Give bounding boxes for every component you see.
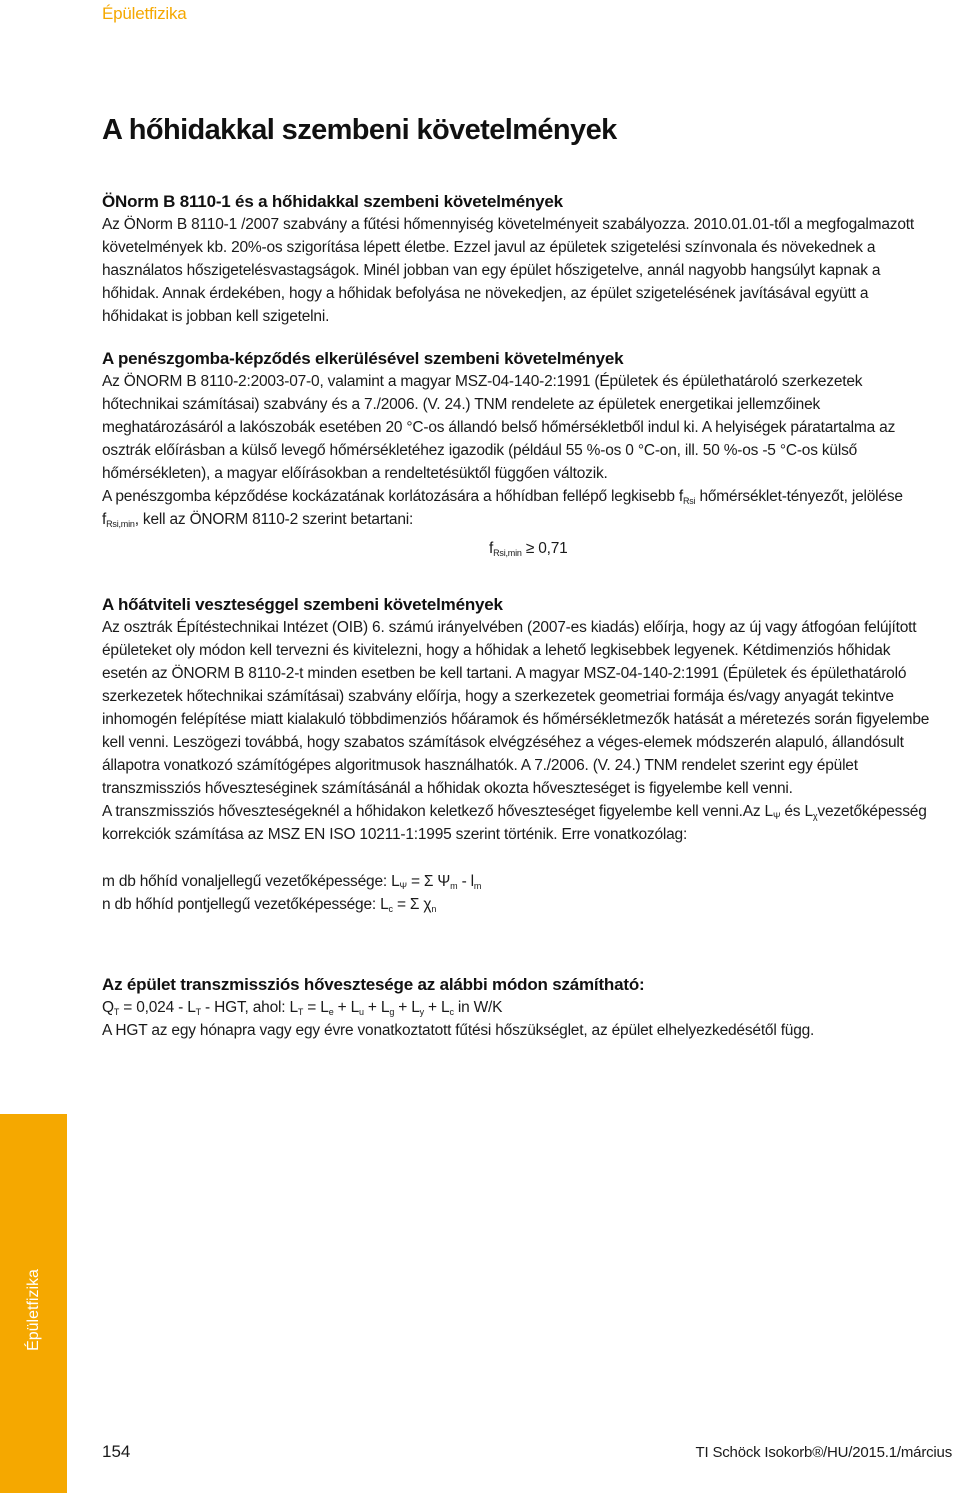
section-paragraph: Az osztrák Építéstechnikai Intézet (OIB) 6. számú irányelvében (2007-es kiadás) előírja, hogy az új vagy átfogóan felújított épületeket oly módon kell tervezni és kivitelezni, hogy a hőhidak a lehető legkisebbek legyenek. Kétdimenziós hőhidak esetén az ÖNORM B 8110-2-t minden esetben be kell tartani. A magyar MSZ-04-140-2:1991 (Épületek és épülethatároló szerkezetek hőtechnikai számításai) szabvány előírja, hogy a szerkezetek geometriai formája és/vagy anyagát tekintve inhomogén felépítése miatt kialakuló többdimenziós hőáramok és hőmérsékletmezők hatását a méretezés során figyelembe kell venni. Leszögezi továbbá, hogy szabatos számítások elvégzéséhez a véges-elemek módszerén alapuló, állandósult állapotra vonatkozó számítógépes algoritmusok használhatók. A 7./2006. (V. 24.) TNM rendelet szerint egy épület transzmissziós hőveszteséginek számításánál a hőhidak okozta hőveszteséget is figyelembe kell venni.: [102, 619, 930, 797]
section-paragraph: Az ÖNORM B 8110-2:2003-07-0, valamint a magyar MSZ-04-140-2:1991 (Épületek és épülethatároló szerkezetek hőtechnikai számításai) szabvány és a 7./2006. (V. 24.) TNM rendelete az épületek energetikai jellemzőinek meghatározásáról a lakószobák esetében 20 °C-os állandó belső hőmérsékletből indul ki. A helyiségek páratartalma az osztrák előírásban a külső levegő hőmérsékletéhez igazodik (például 55 %-os 0 °C-on, ill. 50 %-os -5 °C-os külső hőmérsékleten), a magyar előírásokban a rendeltetésüktől függően változik.: [102, 373, 896, 482]
footer-publication: TI Schöck Isokorb®/HU/2015.1/március: [695, 1444, 952, 1461]
section-heading: ÖNorm B 8110-1 és a hőhidakkal szembeni követelmények: [102, 192, 563, 211]
formula-qt: $Q_T = 0,024 - L_T$ - HGT, ahol: $L_T = L_e + L_u + L_g + L_y + L_c$ in W/K: [102, 999, 503, 1017]
section-heading: A hőátviteli veszteséggel szembeni követelmények: [102, 595, 503, 614]
section-heading: Az épület transzmissziós hővesztesége az alábbi módon számítható:: [102, 975, 645, 994]
side-tab-label: Épületfizika: [25, 1269, 42, 1351]
formula-frsi-min: $f_{Rsi,min} \ge 0,71$: [489, 540, 568, 558]
section-paragraph: A HGT az egy hónapra vagy egy évre vonatkoztatott fűtési hőszükséglet, az épület elhelyezkedésétől függ.: [102, 1022, 815, 1039]
section-onorm-1: [102, 190, 937, 328]
section-heat-loss: [102, 593, 937, 916]
section-paragraph: A transzmissziós hőveszteségeknél a hőhidakon keletkező hőveszteséget figyelembe kell venni.Az $L_\Psi$ és $L_\chi vezetőképesség$ korrekciók számítása az MSZ EN ISO 10211-1:1995 szerint történik. Erre vonatkozólag:: [102, 803, 927, 843]
page-number: 154: [102, 1442, 131, 1461]
formula-point-conductance: n db hőhíd pontjellegű vezetőképessége: $L_c = \Sigma$ $\chi_n$: [102, 896, 437, 914]
section-paragraph: A penészgomba képződése kockázatának korlátozására a hőhídban fellépő legkisebb $f_{Rsi}$ hőmérséklet-tényezőt, jelölése $f_{Rsi,min}$, kell az ÖNORM 8110-2 szerint betartani:: [102, 488, 903, 529]
section-transmission-loss: [102, 973, 937, 1042]
page-content: [102, 112, 937, 1061]
section-mold: [102, 347, 937, 560]
section-heading: A penészgomba-képződés elkerülésével szembeni követelmények: [102, 349, 624, 368]
section-header-label: Épületfizika: [102, 4, 187, 23]
formula-linear-conductance: m db hőhíd vonaljellegű vezetőképessége: $L_\Psi = \Sigma$ $\Psi_m - l_m$: [102, 873, 482, 891]
page-title: A hőhidakkal szembeni követelmények: [102, 114, 617, 146]
section-paragraph: Az ÖNorm B 8110-1 /2007 szabvány a fűtési hőmennyiség követelményeit szabályozza. 2010.01.01-től a megfogalmazott követelmények kb. 20%-os szigorítása lépett életbe. Ezzel javul az épületek szigetelési színvonala és növekednek a használatos hőszigetelésvastagságok. Minél jobban van egy épület hőszigetelve, annál nagyobb hangsúlyt kapnak a hőhidak. Annak érdekében, hogy a hőhidak befolyása ne növekedjen, az épület szigetelésének javításával együtt a hőhidakat is jobban kell szigetelni.: [102, 216, 914, 325]
